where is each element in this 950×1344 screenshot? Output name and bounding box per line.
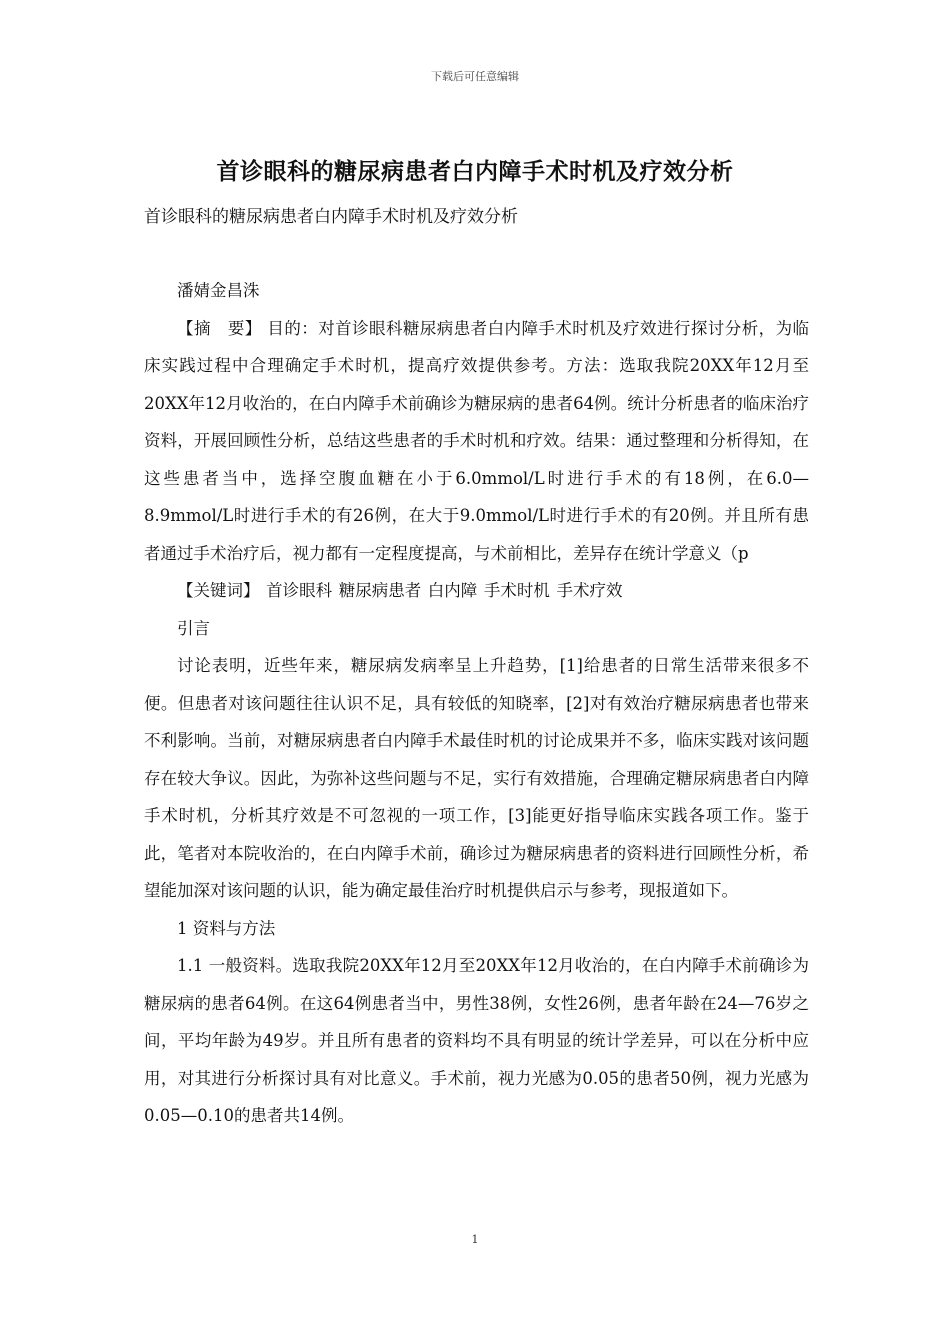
keyword: 手术疗效 [556,581,623,600]
keyword: 首诊眼科 [266,581,333,600]
keywords-paragraph [144,572,809,610]
section-1-1-paragraph: 1.1 一般资料。选取我院20XX年12月至20XX年12月收治的，在白内障手术前确诊为糖尿病的患者64例。在这64例患者当中，男性38例，女性26例，患者年龄在24—76岁之间，平均年龄为49岁。并且所有患者的资料均不具有明显的统计学差异，可以在分析中应用，对其进行分析探讨具有对比意义。手术前，视力光感为0.05的患者50例，视力光感为0.05—0.10的患者共14例。 [144,956,809,1125]
keywords-label: 【关键词】 [177,581,260,600]
document-title: 首诊眼科的糖尿病患者白内障手术时机及疗效分析 [216,158,734,185]
keyword: 糖尿病患者 [338,581,422,600]
intro-heading: 引言 [177,618,210,638]
keyword: 手术时机 [483,581,550,600]
page-number: 1 [471,1233,479,1246]
intro-paragraph: 讨论表明，近些年来，糖尿病发病率呈上升趋势，[1]给患者的日常生活带来很多不便。但患者对该问题往往认识不足，具有较低的知晓率，[2]对有效治疗糖尿病患者也带来不利影响。当前，对糖尿病患者白内障手术最佳时机的讨论成果并不多，临床实践对该问题存在较大争议。因此，为弥补这些问题与不足，实行有效措施，合理确定糖尿病患者白内障手术时机，分析其疗效是不可忽视的一项工作，[3]能更好指导临床实践各项工作。鉴于此，笔者对本院收治的，在白内障手术前，确诊过为糖尿病患者的资料进行回顾性分析，希望能加深对该问题的认识，能为确定最佳治疗时机提供启示与参考，现报道如下。 [144,656,809,900]
document-body [144,272,809,1135]
abstract-text: 目的：对首诊眼科糖尿病患者白内障手术时机及疗效进行探讨分析，为临床实践过程中合理确定手术时机，提高疗效提供参考。方法：选取我院20XX年12月至20XX年12月收治的，在白内障手术前确诊为糖尿病的患者64例。统计分析患者的临床治疗资料，开展回顾性分析，总结这些患者的手术时机和疗效。结果：通过整理和分析得知，在这些患者当中，选择空腹血糖在小于6.0mmol/L时进行手术的有18例，在6.0—8.9mmol/L时进行手术的有26例，在大于9.0mmol/L时进行手术的有20例。并且所有患者通过手术治疗后，视力都有一定程度提高，与术前相比，差异存在统计学意义（p [144,318,810,563]
keyword: 白内障 [427,581,478,600]
abstract-paragraph [144,310,809,573]
document-subtitle: 首诊眼科的糖尿病患者白内障手术时机及疗效分析 [144,207,518,227]
author-line: 潘婧金昌洙 [177,281,260,300]
abstract-label: 【摘 要】 [177,318,262,338]
section-heading: 1 资料与方法 [177,918,276,938]
header-note: 下载后可任意编辑 [431,70,519,83]
